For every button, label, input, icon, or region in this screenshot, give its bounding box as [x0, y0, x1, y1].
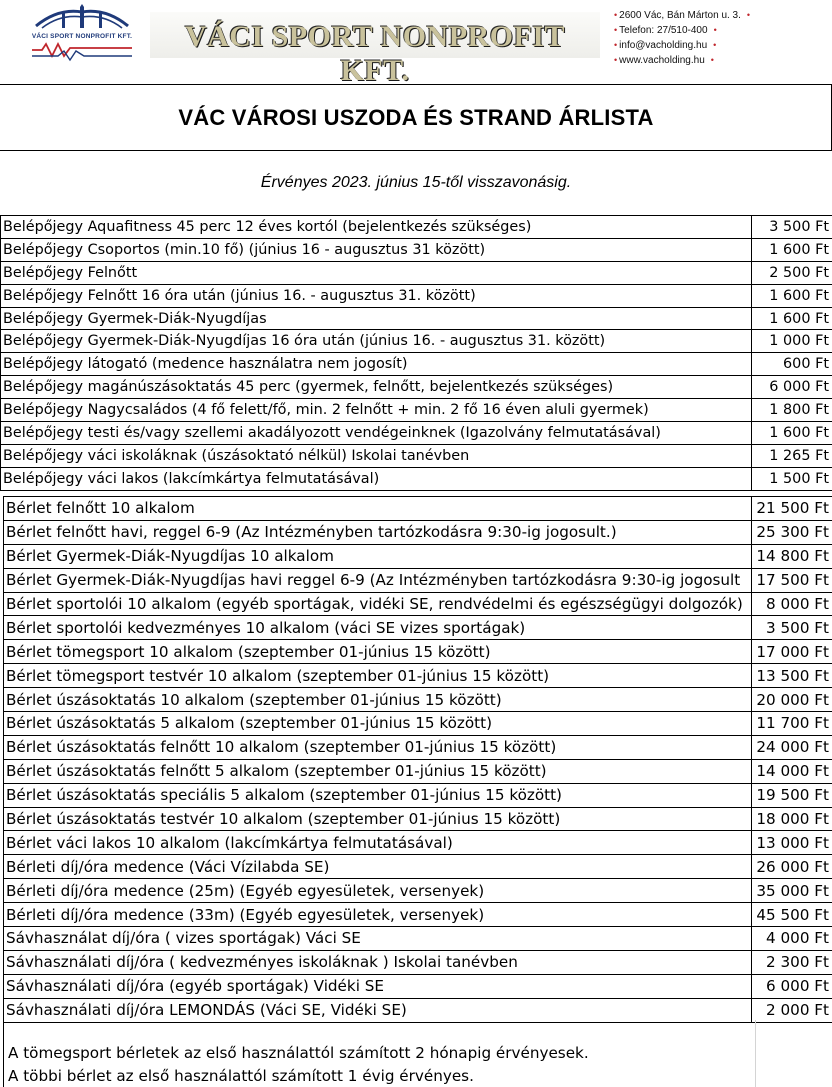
item-price: 1 500 Ft: [752, 467, 832, 490]
item-price: 1 600 Ft: [752, 238, 832, 261]
ticket-rows: [1, 216, 832, 491]
contact-address: • 2600 Vác, Bán Márton u. 3. •: [614, 10, 751, 21]
table-row: [1, 467, 832, 490]
item-name: Bérlet úszásoktatás testvér 10 alkalom (szeptember 01-június 15 között): [4, 807, 752, 831]
item-price: 2 500 Ft: [752, 261, 832, 284]
item-price: 13 000 Ft: [752, 831, 832, 855]
table-row: [1, 238, 832, 261]
item-price: 17 000 Ft: [752, 640, 832, 664]
company-banner: [150, 12, 600, 87]
bullet-icon: •: [713, 40, 717, 50]
table-row: [1, 376, 832, 399]
item-price: 8 000 Ft: [752, 592, 832, 616]
table-row: [4, 688, 832, 712]
item-price: 1 600 Ft: [752, 422, 832, 445]
company-name: VÁCI SPORT NONPROFIT KFT.: [184, 20, 566, 87]
item-name: Bérlet váci lakos 10 alkalom (lakcímkártya felmutatásával): [4, 831, 752, 855]
letterhead: [0, 0, 832, 87]
item-name: Bérlet úszásoktatás felnőtt 5 alkalom (szeptember 01-június 15 között): [4, 759, 752, 783]
table-row: [4, 640, 832, 664]
item-name: Sávhasználati díj/óra (egyéb sportágak) Vidéki SE: [4, 974, 752, 998]
bullet-icon: •: [614, 55, 618, 65]
table-row: [4, 544, 832, 568]
item-name: Bérlet felnőtt havi, reggel 6-9 (Az Intézményben tartózkodásra 9:30-ig jogosult.): [4, 520, 752, 544]
item-price: 17 500 Ft: [752, 568, 832, 592]
table-row: [1, 307, 832, 330]
item-price: 6 000 Ft: [752, 974, 832, 998]
item-price: 2 300 Ft: [752, 950, 832, 974]
table-row: [4, 568, 832, 592]
bullet-icon: •: [614, 10, 618, 20]
note-mass-sport-validity: A tömegsport bérletek az első használattól számított 2 hónapig érvényesek.: [8, 1044, 589, 1062]
item-price: 21 500 Ft: [752, 497, 832, 521]
item-name: Bérlet úszásoktatás felnőtt 10 alkalom (szeptember 01-június 15 között): [4, 735, 752, 759]
table-row: [4, 998, 832, 1022]
table-row: [1, 353, 832, 376]
item-name: Belépőjegy látogató (medence használatra nem jogosít): [1, 353, 752, 376]
item-name: Belépőjegy Felnőtt: [1, 261, 752, 284]
item-price: 35 000 Ft: [752, 879, 832, 903]
item-price: 3 500 Ft: [752, 616, 832, 640]
table-row: [1, 399, 832, 422]
item-price: 18 000 Ft: [752, 807, 832, 831]
table-row: [4, 759, 832, 783]
logo-text: VÁCI SPORT NONPROFIT KFT.: [31, 33, 133, 40]
table-row: [4, 712, 832, 736]
item-price: 4 000 Ft: [752, 927, 832, 951]
table-row: [4, 497, 832, 521]
item-price: 45 500 Ft: [752, 903, 832, 927]
item-name: Belépőjegy Gyermek-Diák-Nyugdíjas 16 óra után (június 16. - augusztus 31. között): [1, 330, 752, 353]
item-name: Sávhasználati díj/óra ( kedvezményes iskoláknak ) Iskolai tanévben: [4, 950, 752, 974]
table-row: [4, 974, 832, 998]
table-row: [4, 520, 832, 544]
item-price: 20 000 Ft: [752, 688, 832, 712]
table-row: [1, 261, 832, 284]
item-name: Belépőjegy testi és/vagy szellemi akadályozott vendégeinknek (Igazolvány felmutatásával): [1, 422, 752, 445]
item-name: Bérleti díj/óra medence (25m) (Egyéb egyesületek, versenyek): [4, 879, 752, 903]
item-price: 26 000 Ft: [752, 855, 832, 879]
item-name: Bérlet úszásoktatás 10 alkalom (szeptember 01-június 15 között): [4, 688, 752, 712]
contact-phone: • Telefon: 27/510-400 •: [614, 25, 717, 36]
item-name: Bérlet úszásoktatás 5 alkalom (szeptember 01-június 15 között): [4, 712, 752, 736]
table-row: [4, 592, 832, 616]
contact-website: • www.vacholding.hu •: [614, 55, 714, 66]
item-price: 2 000 Ft: [752, 998, 832, 1022]
item-price: 13 500 Ft: [752, 664, 832, 688]
item-price: 11 700 Ft: [752, 712, 832, 736]
pass-rows: [4, 497, 832, 1023]
table-row: [4, 616, 832, 640]
page-title: VÁC VÁROSI USZODA ÉS STRAND ÁRLISTA: [178, 105, 654, 130]
table-row: [4, 735, 832, 759]
bullet-icon: •: [614, 40, 618, 50]
item-name: Bérlet sportolói 10 alkalom (egyéb sportágak, vidéki SE, rendvédelmi és egészségügyi dolgozók): [4, 592, 752, 616]
table-row: [4, 855, 832, 879]
bullet-icon: •: [710, 55, 714, 65]
item-price: 1 600 Ft: [752, 284, 832, 307]
table-row: [1, 422, 832, 445]
item-name: Belépőjegy váci lakos (lakcímkártya felmutatásával): [1, 467, 752, 490]
note-other-pass-validity: A többi bérlet az első használattól számított 1 évig érvényes.: [8, 1067, 474, 1085]
table-row: [4, 831, 832, 855]
table-row: [4, 807, 832, 831]
title-box: [0, 84, 832, 151]
item-name: Bérlet tömegsport 10 alkalom (szeptember 01-június 15 között): [4, 640, 752, 664]
item-price: 14 000 Ft: [752, 759, 832, 783]
column-divider: [755, 1020, 756, 1087]
item-price: 1 800 Ft: [752, 399, 832, 422]
item-name: Bérlet tömegsport testvér 10 alkalom (szeptember 01-június 15 között): [4, 664, 752, 688]
item-name: Sávhasználat díj/óra ( vizes sportágak) Váci SE: [4, 927, 752, 951]
item-name: Belépőjegy Felnőtt 16 óra után (június 16. - augusztus 31. között): [1, 284, 752, 307]
table-row: [1, 216, 832, 239]
item-price: 1 000 Ft: [752, 330, 832, 353]
item-price: 19 500 Ft: [752, 783, 832, 807]
bullet-icon: •: [713, 25, 717, 35]
item-price: 1 600 Ft: [752, 307, 832, 330]
item-price: 24 000 Ft: [752, 735, 832, 759]
item-name: Bérleti díj/óra medence (Váci Vízilabda SE): [4, 855, 752, 879]
item-name: Bérlet sportolói kedvezményes 10 alkalom (váci SE vizes sportágak): [4, 616, 752, 640]
item-name: Belépőjegy váci iskoláknak (úszásoktató nélkül) Iskolai tanévben: [1, 444, 752, 467]
validity-note: Érvényes 2023. június 15-től visszavonásig.: [260, 174, 572, 191]
item-price: 6 000 Ft: [752, 376, 832, 399]
item-name: Belépőjegy Aquafitness 45 perc 12 éves kortól (bejelentkezés szükséges): [1, 216, 752, 239]
table-row: [4, 664, 832, 688]
bullet-icon: •: [746, 10, 751, 20]
table-row: [4, 903, 832, 927]
notes-section: [3, 1020, 832, 1087]
table-row: [4, 879, 832, 903]
bullet-icon: •: [614, 25, 618, 35]
contact-email: • info@vacholding.hu •: [614, 40, 717, 51]
item-price: 14 800 Ft: [752, 544, 832, 568]
table-row: [4, 950, 832, 974]
pass-price-table: [3, 496, 832, 1023]
table-row: [4, 783, 832, 807]
table-row: [1, 444, 832, 467]
item-name: Belépőjegy Gyermek-Diák-Nyugdíjas: [1, 307, 752, 330]
item-name: Bérlet Gyermek-Diák-Nyugdíjas 10 alkalom: [4, 544, 752, 568]
item-name: Belépőjegy Csoportos (min.10 fő) (június 16 - augusztus 31 között): [1, 238, 752, 261]
item-name: Sávhasználati díj/óra LEMONDÁS (Váci SE, Vidéki SE): [4, 998, 752, 1022]
table-row: [4, 927, 832, 951]
item-name: Bérlet Gyermek-Diák-Nyugdíjas havi reggel 6-9 (Az Intézményben tartózkodásra 9:30-ig jogosult: [4, 568, 752, 592]
table-row: [1, 284, 832, 307]
item-name: Bérlet felnőtt 10 alkalom: [4, 497, 752, 521]
company-logo: [28, 4, 136, 64]
item-price: 25 300 Ft: [752, 520, 832, 544]
item-name: Bérlet úszásoktatás speciális 5 alkalom (szeptember 01-június 15 között): [4, 783, 752, 807]
item-name: Belépőjegy Nagycsaládos (4 fő felett/fő, min. 2 felnőtt + min. 2 fő 16 éven aluli gyermek): [1, 399, 752, 422]
ticket-price-table: [0, 215, 832, 491]
item-price: 3 500 Ft: [752, 216, 832, 239]
contact-block: [614, 8, 750, 68]
item-price: 600 Ft: [752, 353, 832, 376]
table-row: [1, 330, 832, 353]
item-name: Belépőjegy magánúszásoktatás 45 perc (gyermek, felnőtt, bejelentkezés szükséges): [1, 376, 752, 399]
item-name: Bérleti díj/óra medence (33m) (Egyéb egyesületek, versenyek): [4, 903, 752, 927]
item-price: 1 265 Ft: [752, 444, 832, 467]
